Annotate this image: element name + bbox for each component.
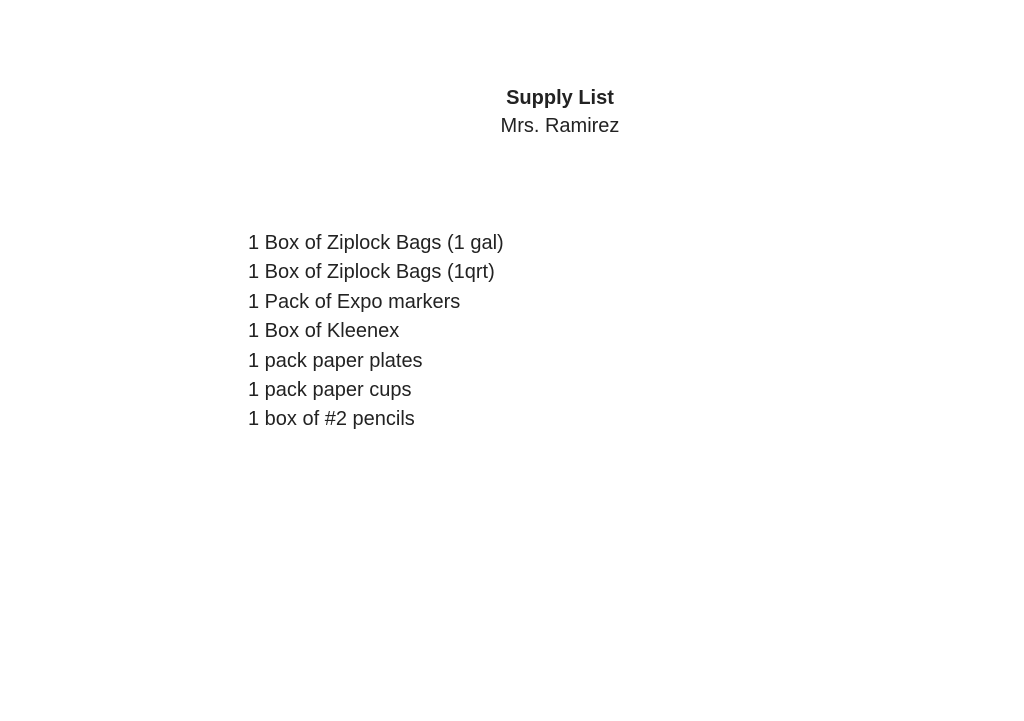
document-header <box>460 84 660 140</box>
list-item: 1 pack paper cups <box>248 379 412 402</box>
list-item: 1 pack paper plates <box>248 349 423 372</box>
list-item: 1 box of #2 pencils <box>248 408 415 431</box>
list-item: 1 Pack of Expo markers <box>248 290 461 313</box>
document-title: Supply List <box>506 87 614 109</box>
supply-list <box>248 229 504 435</box>
teacher-name: Mrs. Ramirez <box>500 115 620 137</box>
list-item: 1 Box of Ziplock Bags (1 gal) <box>248 232 504 254</box>
list-item: 1 Box of Ziplock Bags (1qrt) <box>248 261 495 284</box>
list-item: 1 Box of Kleenex <box>248 320 400 343</box>
